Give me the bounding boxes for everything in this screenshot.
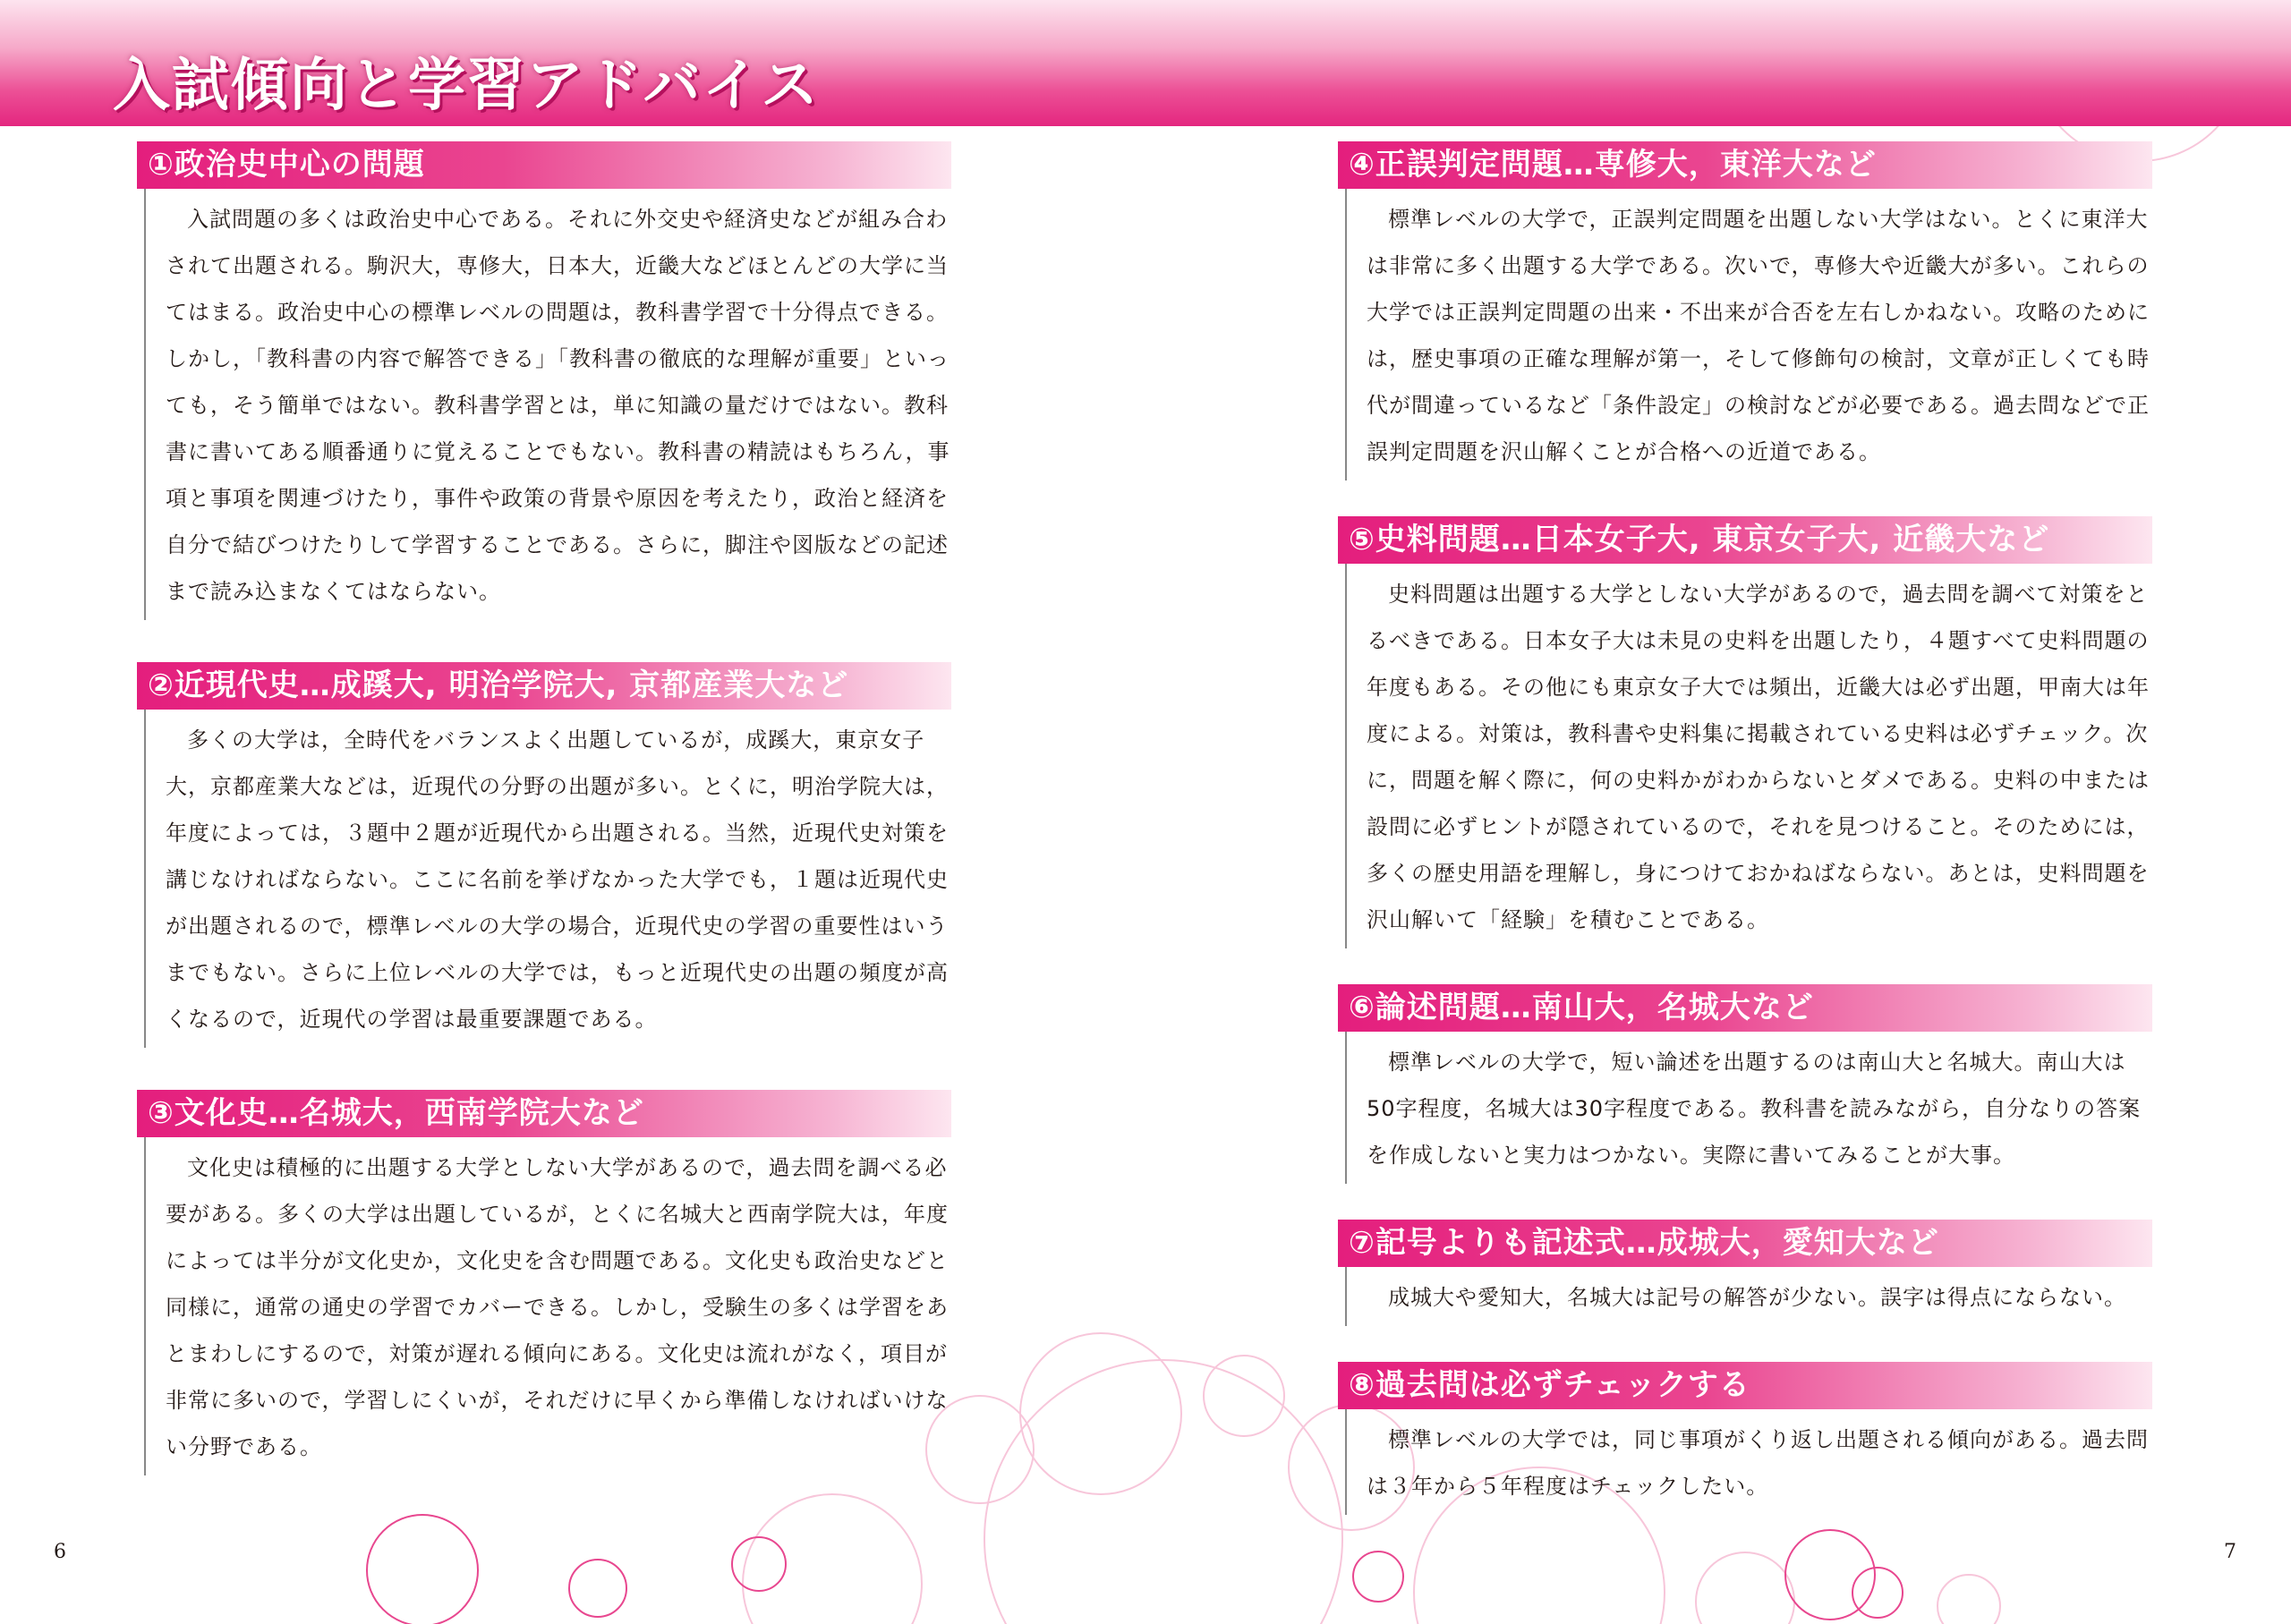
section-4	[1338, 141, 2152, 480]
header-banner	[0, 0, 2291, 126]
page-number-left: 6	[54, 1541, 66, 1563]
section-text: 文化史は積極的に出題する大学としない大学があるので，過去問を調べる必要がある。多くの大学は出題しているが，とくに名城大と西南学院大は，年度によっては半分が文化史か，文化史を含む問題である。文化史も政治史などと同様に，通常の通史の学習でカバーできる。しかし，受験生の多くは学習をあとまわしにするので，対策が遅れる傾向にある。文化史は流れがなく，項目が非常に多いので，学習しにくいが，それだけに早くから準備しなければいけない分野である。	[166, 1155, 949, 1459]
left-column	[137, 141, 951, 1475]
section-body	[144, 1137, 951, 1475]
section-heading: ②近現代史…成蹊大, 明治学院大, 京都産業大など	[137, 662, 951, 710]
section-body	[144, 710, 951, 1048]
section-body	[1345, 1032, 2152, 1184]
section-text: 標準レベルの大学で，短い論述を出題するのは南山大と名城大。南山大は50字程度，名城大は30字程度である。教科書を読みながら，自分なりの答案を作成しないと実力はつかない。実際に書いてみることが大事。	[1367, 1050, 2142, 1168]
section-heading: ①政治史中心の問題	[137, 141, 951, 189]
section-text: 標準レベルの大学では，同じ事項がくり返し出題される傾向がある。過去問は３年から５年程度はチェックしたい。	[1367, 1427, 2149, 1499]
section-heading: ⑧過去問は必ずチェックする	[1338, 1362, 2152, 1409]
section-text: 史料問題は出題する大学としない大学があるので，過去問を調べて対策をとるべきである。日本女子大は未見の史料を出題したり，４題すべて史料問題の年度もある。その他にも東京女子大では頻出，近畿大は必ず出題，甲南大は年度による。対策は，教科書や史料集に掲載されている史料は必ずチェック。次に，問題を解く際に，何の史料かがわからないとダメである。史料の中または設問に必ずヒントが隠されているので，それを見つけること。そのためには，多くの歴史用語を理解し，身につけておかねばならない。あとは，史料問題を沢山解いて「経験」を積むことである。	[1367, 582, 2150, 932]
page-number-right: 7	[2224, 1541, 2236, 1563]
section-text: 標準レベルの大学で，正誤判定問題を出題しない大学はない。とくに東洋大は非常に多く出題する大学である。次いで，専修大や近畿大が多い。これらの大学では正誤判定問題の出来・不出来が合否を左右しかねない。攻略のためには，歴史事項の正確な理解が第一，そして修飾句の検討，文章が正しくても時代が間違っているなど「条件設定」の検討などが必要である。過去問などで正誤判定問題を沢山解くことが合格への近道である。	[1367, 207, 2150, 464]
right-column	[1338, 141, 2152, 1515]
section-heading: ④正誤判定問題…専修大，東洋大など	[1338, 141, 2152, 189]
section-heading: ⑤史料問題…日本女子大, 東京女子大, 近畿大など	[1338, 516, 2152, 564]
section-text: 多くの大学は，全時代をバランスよく出題しているが，成蹊大，東京女子大，京都産業大などは，近現代の分野の出題が多い。とくに，明治学院大は，年度によっては，３題中２題が近現代から出題される。当然，近現代史対策を講じなければならない。ここに名前を挙げなかった大学でも，１題は近現代史が出題されるので，標準レベルの大学の場合，近現代史の学習の重要性はいうまでもない。さらに上位レベルの大学では，もっと近現代史の出題の頻度が高くなるので，近現代の学習は最重要課題である。	[166, 727, 949, 1032]
section-5	[1338, 516, 2152, 948]
section-body	[1345, 1267, 2152, 1326]
section-body	[144, 189, 951, 620]
section-6	[1338, 984, 2152, 1184]
section-2	[137, 662, 951, 1048]
section-heading: ③文化史…名城大，西南学院大など	[137, 1090, 951, 1137]
page-title: 入試傾向と学習アドバイス	[113, 53, 821, 119]
section-3	[137, 1090, 951, 1475]
section-8	[1338, 1362, 2152, 1515]
section-body	[1345, 189, 2152, 480]
section-heading: ⑦記号よりも記述式…成城大，愛知大など	[1338, 1220, 2152, 1267]
section-7	[1338, 1220, 2152, 1326]
section-1	[137, 141, 951, 620]
section-body	[1345, 564, 2152, 948]
section-heading: ⑥論述問題…南山大，名城大など	[1338, 984, 2152, 1032]
section-text: 成城大や愛知大，名城大は記号の解答が少ない。誤字は得点にならない。	[1388, 1285, 2126, 1310]
section-text: 入試問題の多くは政治史中心である。それに外交史や経済史などが組み合わされて出題される。駒沢大，専修大，日本大，近畿大などほとんどの大学に当てはまる。政治史中心の標準レベルの問題は，教科書学習で十分得点できる。しかし，「教科書の内容で解答できる」「教科書の徹底的な理解が重要」といっても，そう簡単ではない。教科書学習とは，単に知識の量だけではない。教科書に書いてある順番通りに覚えることでもない。教科書の精読はもちろん，事項と事項を関連づけたり，事件や政策の背景や原因を考えたり，政治と経済を自分で結びつけたりして学習することである。さらに，脚注や図版などの記述まで読み込まなくてはならない。	[166, 207, 950, 604]
section-body	[1345, 1409, 2152, 1515]
